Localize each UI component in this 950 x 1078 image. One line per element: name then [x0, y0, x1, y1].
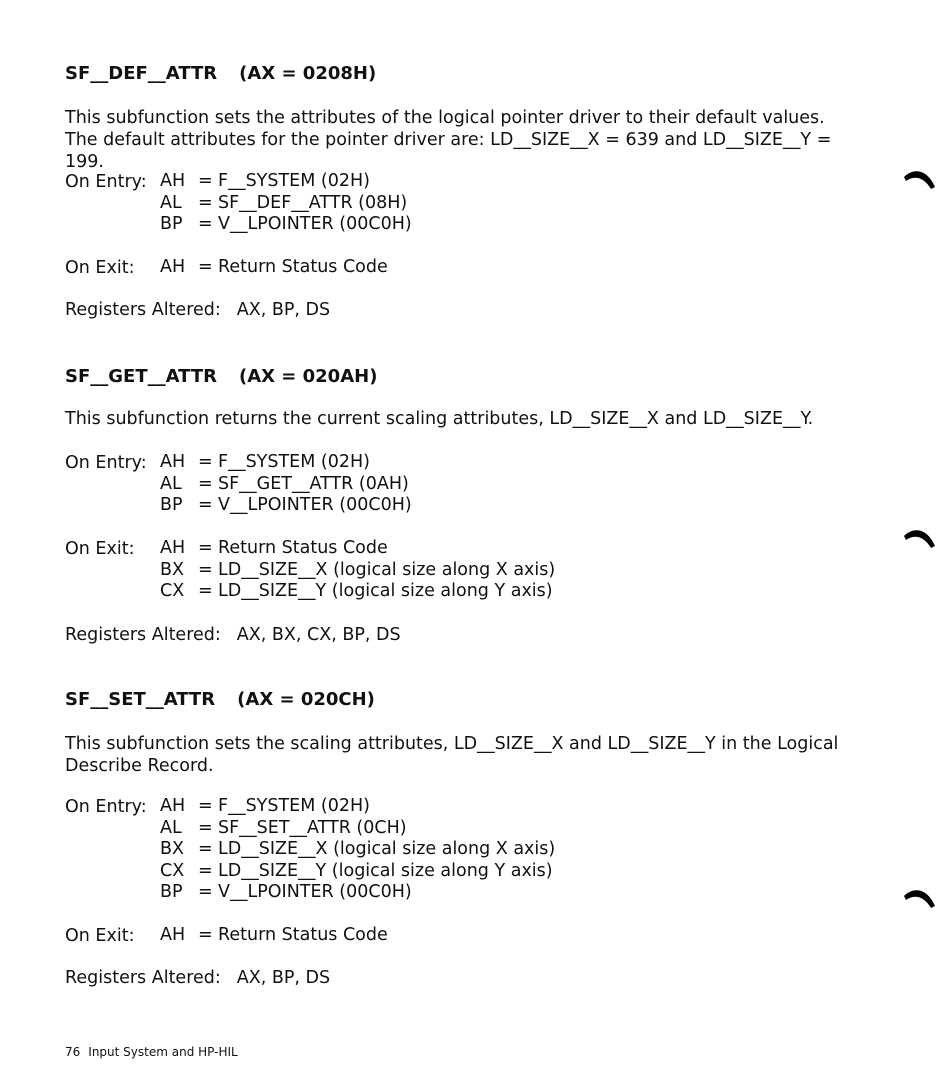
register-value: LD__SIZE__Y (logical size along Y axis) [218, 860, 553, 881]
section-title: SF__GET__ATTR [65, 366, 217, 387]
equals-sign: = [198, 473, 213, 494]
section-ax-value: (AX = 0208H) [239, 63, 377, 84]
equals-sign: = [198, 171, 213, 191]
section-description: This subfunction sets the scaling attributes, LD__SIZE__X and LD__SIZE__Y in the Logical Describe Record. [65, 734, 839, 776]
on-entry-registers [160, 452, 412, 517]
equals-sign: = [198, 817, 213, 838]
equals-sign: = [198, 882, 213, 902]
on-entry-label: On Entry: [65, 172, 147, 192]
equals-sign: = [198, 860, 213, 881]
register-row [160, 560, 555, 582]
registers-altered [65, 967, 330, 989]
on-entry-label: On Entry: [65, 453, 147, 473]
equals-sign: = [198, 538, 213, 558]
section-heading-get-attr [65, 366, 377, 387]
register-value: V__LPOINTER (00C0H) [218, 495, 412, 515]
section-heading-set-attr [65, 689, 375, 710]
register-row [160, 474, 412, 496]
register-row [160, 925, 388, 947]
register-value: LD__SIZE__X (logical size along X axis) [218, 559, 556, 580]
register-name: AH [160, 538, 186, 558]
equals-sign: = [198, 581, 213, 601]
register-name: AL [160, 473, 182, 494]
on-exit-registers [160, 925, 388, 947]
equals-sign: = [198, 214, 213, 234]
register-name: BP [160, 882, 183, 902]
equals-sign: = [198, 192, 213, 213]
register-row [160, 882, 555, 904]
register-name: AL [160, 817, 182, 838]
section-ax-value: (AX = 020AH) [238, 366, 378, 387]
register-name: AH [160, 257, 186, 277]
register-value: Return Status Code [218, 257, 388, 277]
register-name: AH [160, 171, 186, 191]
section-heading-def-attr [65, 63, 376, 84]
register-row [160, 171, 412, 193]
register-row [160, 861, 555, 883]
register-row [160, 839, 555, 861]
footer-title: Input System and HP-HIL [88, 1045, 238, 1059]
registers-altered [65, 299, 330, 321]
register-value: F__SYSTEM (02H) [218, 796, 370, 816]
register-row [160, 581, 555, 603]
register-value: F__SYSTEM (02H) [218, 171, 370, 191]
binding-mark-icon [902, 526, 936, 550]
register-value: Return Status Code [218, 925, 388, 945]
section-ax-value: (AX = 020CH) [237, 689, 375, 710]
registers-altered-label: Registers Altered: [65, 968, 221, 988]
on-entry-registers [160, 171, 412, 236]
register-row [160, 796, 555, 818]
register-name: BX [160, 839, 184, 859]
on-entry-registers [160, 796, 555, 904]
register-value: F__SYSTEM (02H) [218, 452, 370, 472]
register-value: LD__SIZE__X (logical size along X axis) [218, 839, 556, 859]
on-exit-label: On Exit: [65, 258, 135, 278]
equals-sign: = [198, 839, 213, 859]
register-name: BX [160, 559, 184, 580]
equals-sign: = [198, 257, 213, 277]
register-name: AL [160, 192, 182, 213]
registers-altered-label: Registers Altered: [65, 300, 221, 320]
section-title: SF__DEF__ATTR [65, 63, 218, 84]
register-row [160, 257, 388, 279]
register-value: SF__DEF__ATTR (08H) [218, 192, 408, 213]
register-name: AH [160, 452, 186, 472]
registers-altered [65, 624, 401, 646]
register-row [160, 818, 555, 840]
page-footer [65, 1045, 238, 1059]
on-exit-label: On Exit: [65, 926, 135, 946]
section-description: This subfunction sets the attributes of the logical pointer driver to their default values. The default attributes for the pointer driver are: LD__SIZE__X = 639 and LD__SIZE__Y = 199. [65, 108, 832, 172]
register-value: Return Status Code [218, 538, 388, 558]
register-value: V__LPOINTER (00C0H) [218, 882, 412, 902]
on-exit-registers [160, 538, 555, 603]
registers-altered-value: AX, BP, DS [236, 968, 331, 988]
register-name: CX [160, 581, 185, 601]
register-name: BP [160, 214, 183, 234]
on-exit-registers [160, 257, 388, 279]
register-name: CX [160, 860, 185, 881]
register-row [160, 452, 412, 474]
register-row [160, 193, 412, 215]
equals-sign: = [198, 796, 213, 816]
register-row [160, 538, 555, 560]
register-row [160, 495, 412, 517]
page-number: 76 [65, 1045, 81, 1059]
registers-altered-value: AX, BP, DS [236, 300, 331, 320]
register-value: LD__SIZE__Y (logical size along Y axis) [218, 581, 553, 601]
on-exit-label: On Exit: [65, 539, 135, 559]
register-name: BP [160, 495, 183, 515]
register-value: SF__GET__ATTR (0AH) [218, 473, 409, 494]
on-entry-label: On Entry: [65, 797, 147, 817]
registers-altered-value: AX, BX, CX, BP, DS [236, 625, 401, 645]
equals-sign: = [198, 452, 213, 472]
section-title: SF__SET__ATTR [65, 689, 216, 710]
equals-sign: = [198, 925, 213, 945]
section-description: This subfunction returns the current scaling attributes, LD__SIZE__X and LD__SIZE__Y. [65, 409, 814, 429]
binding-mark-icon [902, 167, 936, 191]
equals-sign: = [198, 559, 213, 580]
register-row [160, 214, 412, 236]
register-value: SF__SET__ATTR (0CH) [218, 817, 407, 838]
register-value: V__LPOINTER (00C0H) [218, 214, 412, 234]
registers-altered-label: Registers Altered: [65, 625, 221, 645]
binding-mark-icon [902, 886, 936, 910]
register-name: AH [160, 925, 186, 945]
equals-sign: = [198, 495, 213, 515]
register-name: AH [160, 796, 186, 816]
